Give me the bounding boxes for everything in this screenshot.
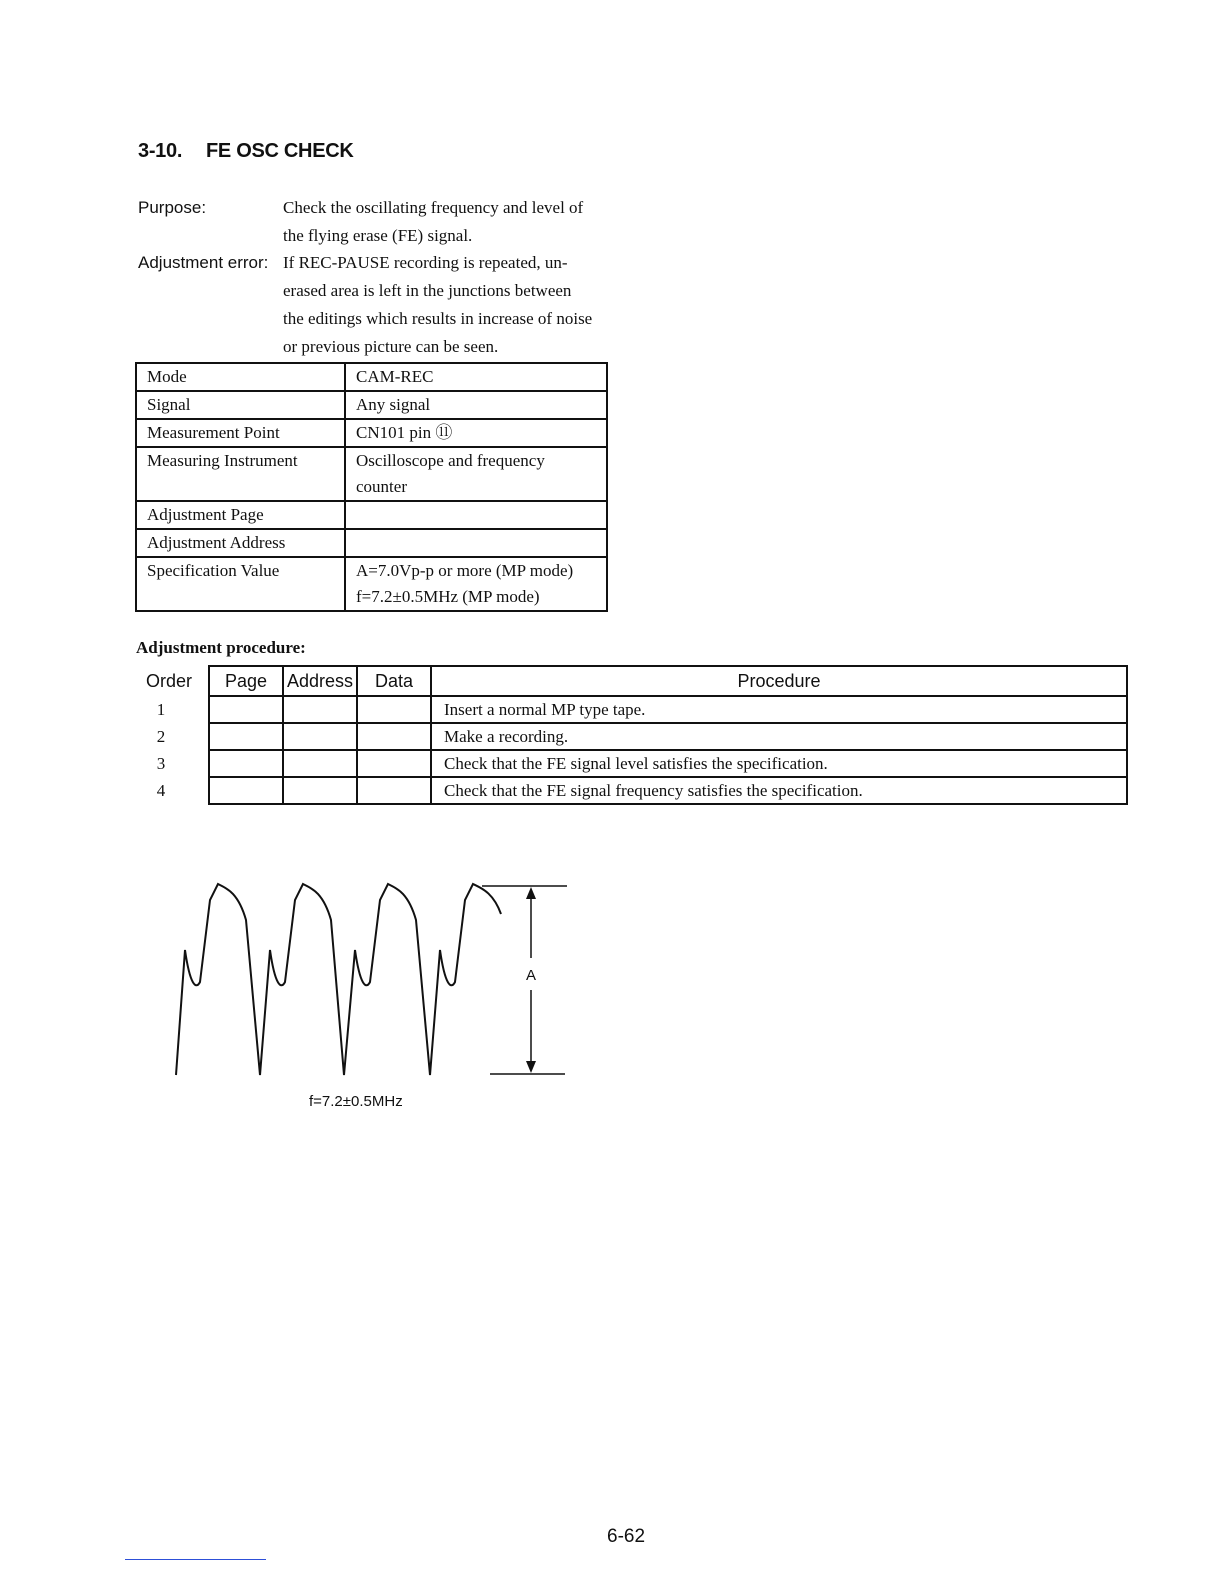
spec-value-line2: counter — [356, 477, 407, 496]
row-address — [283, 723, 357, 750]
row-data — [357, 696, 431, 723]
procedure-table — [138, 665, 1128, 805]
spec-row-measurement-point — [136, 419, 607, 447]
page-number: 6-62 — [607, 1526, 646, 1547]
row-page — [209, 696, 283, 723]
spec-label: Adjustment Page — [136, 501, 345, 529]
header-address: Address — [283, 666, 357, 696]
row-data — [357, 750, 431, 777]
spec-row-adjustment-address — [136, 529, 607, 557]
row-data — [357, 723, 431, 750]
spec-value — [345, 529, 607, 557]
spec-value: Oscilloscope and frequency — [356, 451, 545, 470]
table-row — [138, 777, 1127, 804]
adjustment-error-line: erased area is left in the junctions between — [283, 281, 572, 300]
row-address — [283, 696, 357, 723]
spec-value: A=7.0Vp-p or more (MP mode) — [356, 561, 574, 580]
purpose-line: Check the oscillating frequency and level of — [283, 198, 584, 217]
header-order: Order — [146, 670, 193, 691]
arrow-up-icon — [526, 887, 536, 899]
spec-row-mode — [136, 363, 607, 391]
adjustment-error-line: or previous picture can be seen. — [283, 337, 499, 356]
spec-label: Specification Value — [136, 557, 345, 611]
section-title — [138, 140, 354, 163]
spec-value: CAM-REC — [345, 363, 607, 391]
procedure-heading: Adjustment procedure: — [136, 638, 306, 657]
frequency-label: f=7.2±0.5MHz — [309, 1093, 403, 1110]
row-procedure: Make a recording. — [431, 723, 1127, 750]
spec-label: Measurement Point — [136, 419, 345, 447]
header-data: Data — [357, 666, 431, 696]
adjustment-error-line: If REC-PAUSE recording is repeated, un- — [283, 253, 568, 272]
spec-table — [135, 362, 608, 612]
row-order: 2 — [156, 726, 166, 746]
row-order: 4 — [156, 780, 166, 800]
spec-value: CN101 pin ⑪ — [345, 419, 607, 447]
row-procedure: Check that the FE signal level satisfies the specification. — [431, 750, 1127, 777]
section-title-text: FE OSC CHECK — [206, 140, 354, 162]
row-page — [209, 750, 283, 777]
table-row — [138, 750, 1127, 777]
spec-value-multiline — [345, 447, 607, 501]
header-page: Page — [209, 666, 283, 696]
footer-divider — [125, 1559, 266, 1560]
amplitude-label: A — [525, 967, 537, 984]
spec-value — [345, 501, 607, 529]
row-address — [283, 777, 357, 804]
spec-label: Measuring Instrument — [136, 447, 345, 501]
fe-waveform-diagram — [160, 870, 580, 1085]
table-row — [138, 723, 1127, 750]
adjustment-error-line: the editings which results in increase of noise — [283, 309, 593, 328]
row-address — [283, 750, 357, 777]
spec-row-signal — [136, 391, 607, 419]
row-procedure: Insert a normal MP type tape. — [431, 696, 1127, 723]
row-order: 3 — [156, 753, 166, 773]
adjustment-error-text — [283, 249, 623, 361]
purpose-line: the flying erase (FE) signal. — [283, 226, 473, 245]
spec-row-measuring-instrument — [136, 447, 607, 501]
purpose-label: Purpose: — [138, 198, 207, 217]
spec-label: Signal — [136, 391, 345, 419]
arrow-down-icon — [526, 1061, 536, 1073]
row-data — [357, 777, 431, 804]
waveform-trace — [176, 884, 501, 1075]
spec-row-adjustment-page — [136, 501, 607, 529]
table-row — [138, 696, 1127, 723]
row-procedure: Check that the FE signal frequency satisfies the specification. — [431, 777, 1127, 804]
row-page — [209, 777, 283, 804]
spec-row-specification-value — [136, 557, 607, 611]
purpose-text — [283, 194, 623, 250]
adjustment-error-label: Adjustment error: — [138, 253, 269, 272]
header-procedure: Procedure — [431, 666, 1127, 696]
row-page — [209, 723, 283, 750]
row-order: 1 — [156, 699, 166, 719]
procedure-header-row — [138, 666, 1127, 696]
section-number: 3-10. — [138, 140, 183, 162]
spec-value: Any signal — [345, 391, 607, 419]
spec-value-line2: f=7.2±0.5MHz (MP mode) — [356, 587, 540, 606]
spec-value-multiline — [345, 557, 607, 611]
spec-label: Mode — [136, 363, 345, 391]
spec-label: Adjustment Address — [136, 529, 345, 557]
